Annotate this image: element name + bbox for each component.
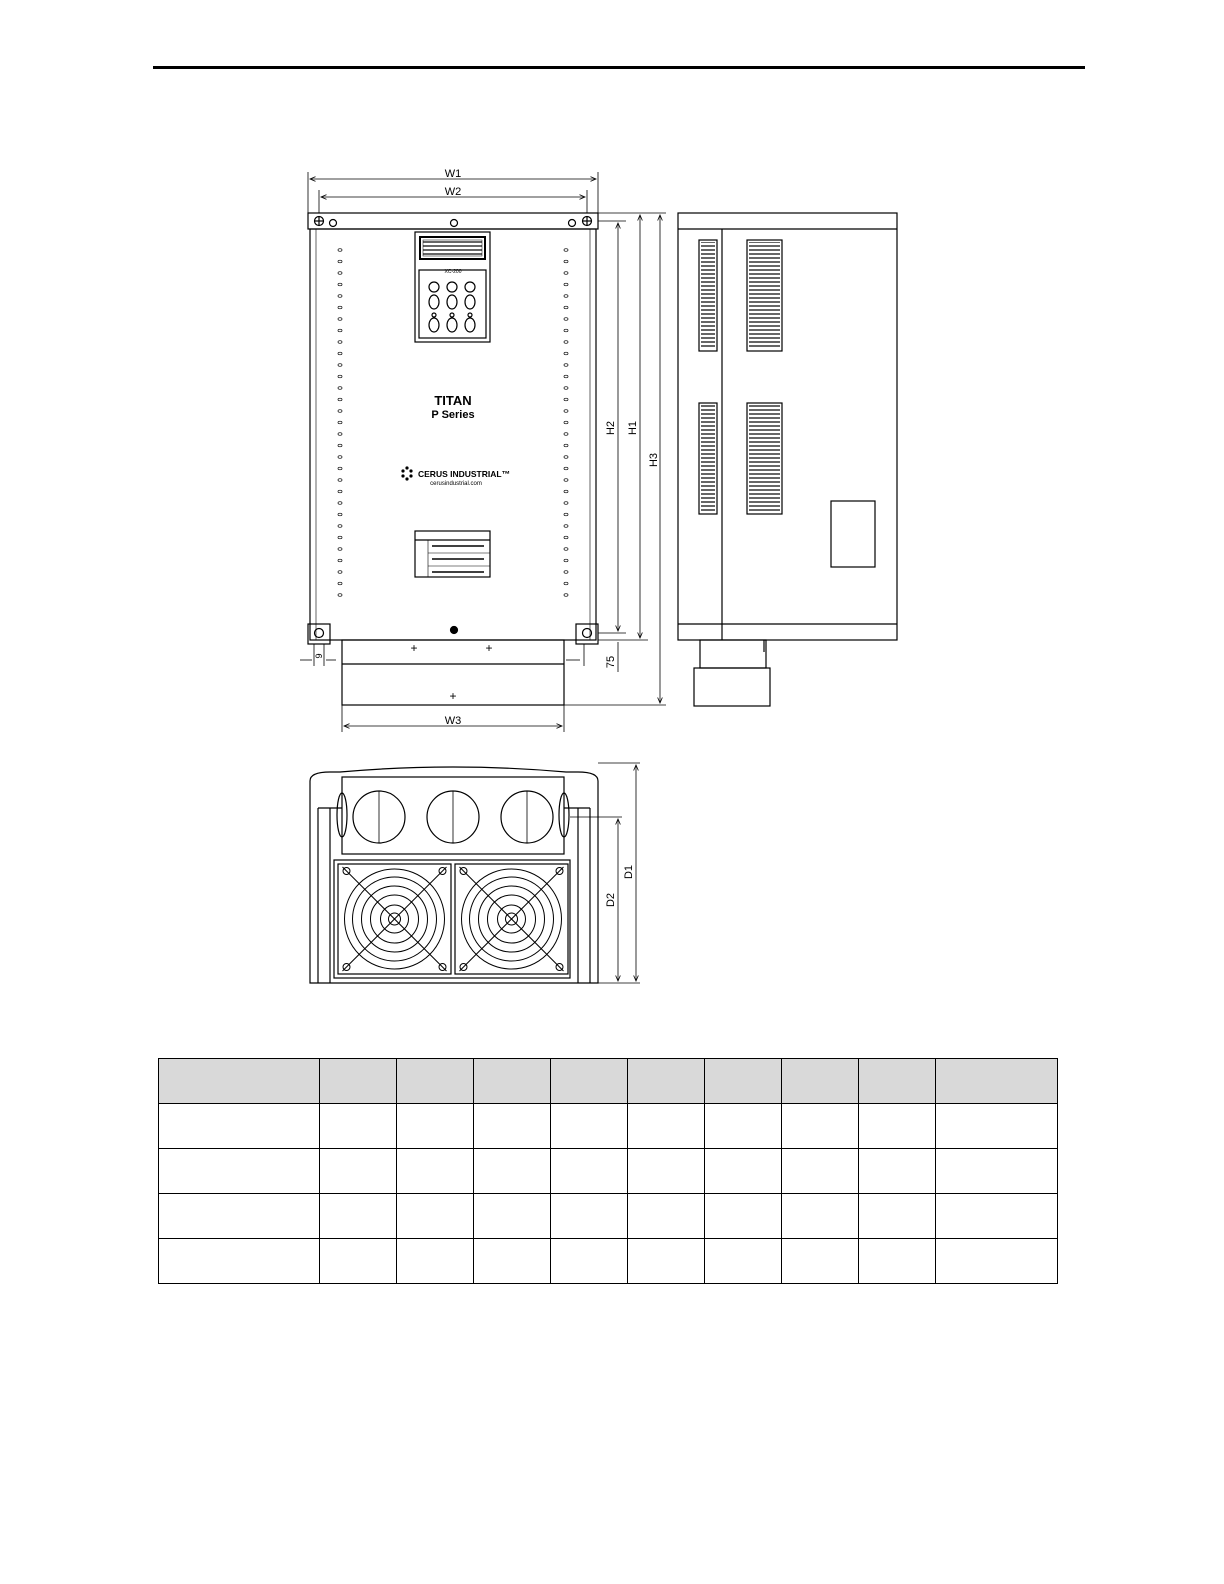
table-cell [936,1239,1058,1284]
table-cell [859,1239,936,1284]
table-header-cell [936,1059,1058,1104]
table-cell [628,1239,705,1284]
vent-dot [564,387,568,390]
vent-dot [338,433,342,436]
vent-dots-right [564,249,568,597]
vent-dot [564,329,568,332]
table-row [159,1194,1058,1239]
dim-d2-label: D2 [605,892,617,908]
vent-dot [564,421,568,424]
vent-dot [338,398,342,401]
vent-dot [564,456,568,459]
table-header-cell [705,1059,782,1104]
vent-dot [564,479,568,482]
table-cell [551,1239,628,1284]
table-cell [397,1194,474,1239]
vent-dot [564,260,568,263]
table-cell [551,1149,628,1194]
table-header-cell [397,1059,474,1104]
vent-dot [338,260,342,263]
table-cell [397,1104,474,1149]
vent-dot [338,364,342,367]
vent-dot [564,295,568,298]
table-row [159,1149,1058,1194]
vent-dot [564,467,568,470]
table-cell [936,1194,1058,1239]
vent-dot [338,490,342,493]
vent-dot [338,410,342,413]
vent-dot [338,594,342,597]
vent-dot [564,410,568,413]
table-cell [474,1194,551,1239]
vent-dot [338,249,342,252]
table-cell [320,1149,397,1194]
vent-dot [338,283,342,286]
front-view [308,213,598,705]
vent-dot [564,444,568,447]
table-cell [936,1104,1058,1149]
table-cell [782,1239,859,1284]
vent-dot [338,375,342,378]
dimension-table [158,1058,1058,1284]
vent-dot [338,582,342,585]
vent-dot [564,352,568,355]
vent-dot [338,387,342,390]
vent-dot [564,513,568,516]
svg-text:+: + [449,689,457,703]
side-view [678,213,897,706]
table-cell [705,1194,782,1239]
fan-right-icon [460,867,564,971]
table-cell [474,1104,551,1149]
table-cell [397,1239,474,1284]
table-cell [320,1239,397,1284]
table-cell [159,1194,320,1239]
vent-dot [338,502,342,505]
svg-text:+: + [485,641,493,655]
vent-dot [564,398,568,401]
dim-d1-label: D1 [623,864,635,880]
svg-text:+: + [410,641,418,655]
company-url: cerusindustrial.com [430,481,482,487]
vent-dots-left [338,249,342,597]
vent-dot [564,571,568,574]
vent-dot [338,341,342,344]
vent-dot [564,559,568,562]
dim-h2-label: H2 [605,420,617,436]
table-cell [551,1104,628,1149]
vent-dot [564,364,568,367]
table-cell [474,1149,551,1194]
table-header-cell [782,1059,859,1104]
table-cell [628,1194,705,1239]
table-cell [159,1149,320,1194]
vent-dot [564,548,568,551]
table-header-cell [159,1059,320,1104]
table-cell [628,1149,705,1194]
front-dimensions [300,172,666,732]
vent-dot [564,502,568,505]
company-logo-icon [401,466,412,480]
dim-h1-label: H1 [627,420,639,436]
vent-dot [338,513,342,516]
vent-dot [338,548,342,551]
vent-dot [338,352,342,355]
table-cell [628,1104,705,1149]
table-header-cell [551,1059,628,1104]
vent-dot [564,249,568,252]
vent-dot [564,318,568,321]
vent-dot [564,525,568,528]
dim-w1-label: W1 [444,168,462,180]
vent-dot [338,571,342,574]
dim-75-label: 75 [605,655,617,669]
vent-dot [564,594,568,597]
table-cell [859,1104,936,1149]
table-cell [159,1239,320,1284]
vent-dot [338,329,342,332]
vent-dot [338,559,342,562]
keypad-model: XC-200 [444,269,462,275]
dim-w3-label: W3 [444,715,462,727]
vent-dot [564,341,568,344]
vent-dot [338,421,342,424]
dim-h3-label: H3 [648,452,660,468]
table-header-cell [474,1059,551,1104]
table-cell [859,1149,936,1194]
table-header-row [159,1059,1058,1104]
vent-dot [338,525,342,528]
series-name: P Series [431,409,475,421]
table-cell [320,1194,397,1239]
vent-dot [338,444,342,447]
table-cell [936,1149,1058,1194]
table-cell [705,1149,782,1194]
brand-name: TITAN [434,393,472,408]
table-cell [474,1239,551,1284]
vent-dot [338,295,342,298]
vent-dot [564,272,568,275]
vent-dot [338,272,342,275]
vent-dot [564,433,568,436]
dim-w2-label: W2 [444,186,462,198]
table-cell [859,1194,936,1239]
company-name: CERUS INDUSTRIAL™ [418,469,511,479]
vent-dot [564,582,568,585]
table-header-cell [859,1059,936,1104]
table-cell [782,1149,859,1194]
vent-dot [338,306,342,309]
vent-dot [338,318,342,321]
dim-small-label: 9 [314,653,324,659]
vent-dot [564,490,568,493]
vent-dot [338,479,342,482]
table-row [159,1104,1058,1149]
vent-dot [564,306,568,309]
table-cell [397,1149,474,1194]
table-row [159,1239,1058,1284]
table-cell [159,1104,320,1149]
table-cell [320,1104,397,1149]
table-header-cell [320,1059,397,1104]
vent-dot [564,283,568,286]
table-cell [551,1194,628,1239]
vent-dot [338,456,342,459]
table-cell [705,1239,782,1284]
fan-left-icon [343,867,447,971]
table-header-cell [628,1059,705,1104]
vent-dot [338,536,342,539]
vent-dot [338,467,342,470]
vent-dot [564,536,568,539]
table-cell [782,1104,859,1149]
table-cell [782,1194,859,1239]
table-cell [705,1104,782,1149]
vent-dot [564,375,568,378]
